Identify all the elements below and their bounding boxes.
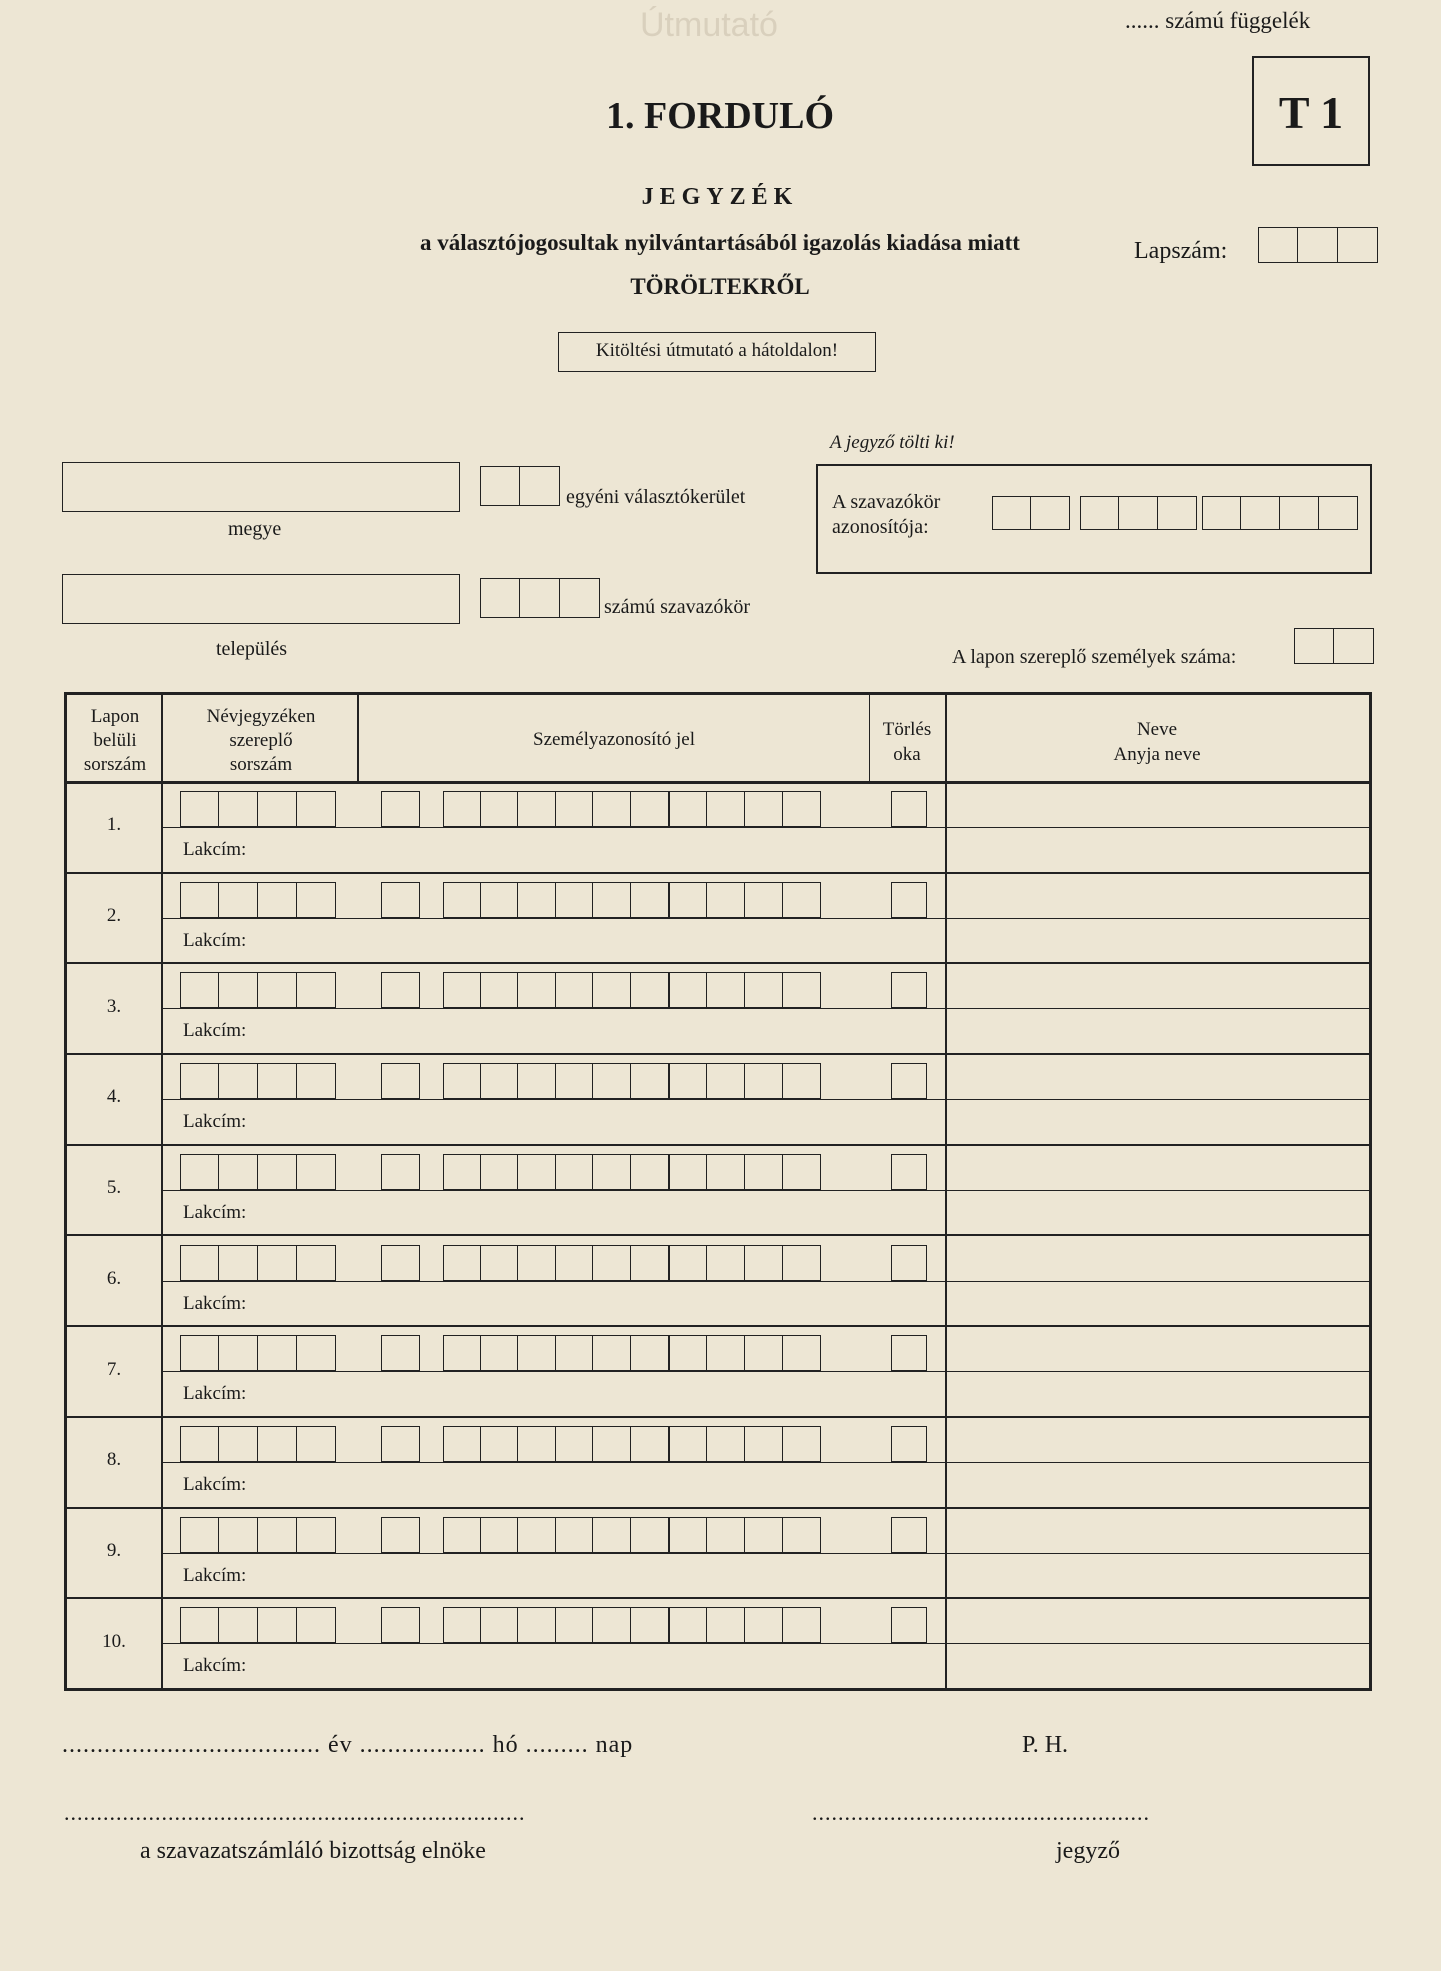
id-birthdate-boxes[interactable] xyxy=(443,882,669,918)
id-serial-boxes[interactable] xyxy=(669,1063,821,1099)
id-birthdate-boxes[interactable] xyxy=(443,1426,669,1462)
id-sex-box[interactable] xyxy=(381,1426,420,1462)
id-serial-boxes[interactable] xyxy=(669,1335,821,1371)
id-birthdate-boxes[interactable] xyxy=(443,1154,669,1190)
deleted-voters-table xyxy=(64,692,1372,1691)
table-row xyxy=(67,1053,1369,1144)
id-serial-boxes[interactable] xyxy=(669,882,821,918)
header-sheet-number-line1: Lapon xyxy=(90,706,140,727)
polling-station-id-label-line1: A szavazókör xyxy=(832,491,941,513)
persons-count-field[interactable] xyxy=(1294,628,1374,664)
id-sex-box[interactable] xyxy=(381,972,420,1008)
register-number-boxes[interactable] xyxy=(180,1245,336,1281)
deletion-reason-box[interactable] xyxy=(891,972,927,1008)
appendix-label: ...... számú függelék xyxy=(1125,8,1311,33)
polling-station-id-group-1[interactable] xyxy=(992,496,1070,530)
polling-station-id-group-3[interactable] xyxy=(1202,496,1358,530)
id-sex-box[interactable] xyxy=(381,1245,420,1281)
header-name-line2: Anyja neve xyxy=(1113,744,1201,765)
chairman-signature-line: ....................................................................... xyxy=(64,1800,526,1825)
header-deletion-reason xyxy=(869,717,945,767)
header-deletion-reason-line1: Törlés xyxy=(882,719,932,740)
chairman-label: a szavazatszámláló bizottság elnöke xyxy=(140,1838,486,1864)
address-label: Lakcím: xyxy=(183,1655,247,1677)
id-sex-box[interactable] xyxy=(381,1154,420,1190)
header-sheet-number-line2: belüli xyxy=(93,730,137,751)
address-label: Lakcím: xyxy=(183,929,247,951)
address-label: Lakcím: xyxy=(183,1473,247,1495)
id-birthdate-boxes[interactable] xyxy=(443,1607,669,1643)
address-label: Lakcím: xyxy=(183,1292,247,1314)
table-row xyxy=(67,872,1369,963)
register-number-boxes[interactable] xyxy=(180,791,336,827)
id-sex-box[interactable] xyxy=(381,1335,420,1371)
row-number: 10. xyxy=(102,1630,126,1652)
notary-box xyxy=(816,464,1372,574)
document-title: JEGYZÉK xyxy=(641,184,799,210)
district-number-field[interactable] xyxy=(480,466,560,506)
register-number-boxes[interactable] xyxy=(180,1517,336,1553)
id-serial-boxes[interactable] xyxy=(669,1154,821,1190)
deletion-reason-box[interactable] xyxy=(891,1517,927,1553)
address-separator xyxy=(161,918,1369,919)
address-separator xyxy=(161,1008,1369,1009)
id-serial-boxes[interactable] xyxy=(669,791,821,827)
document-subtitle-deleted: TÖRÖLTEKRŐL xyxy=(630,274,810,299)
row-number: 7. xyxy=(106,1358,122,1380)
deletion-reason-box[interactable] xyxy=(891,1063,927,1099)
table-row xyxy=(67,1597,1369,1688)
register-number-boxes[interactable] xyxy=(180,1335,336,1371)
address-label: Lakcím: xyxy=(183,1564,247,1586)
header-register-number-line2: szereplő xyxy=(229,730,293,751)
header-sheet-number xyxy=(67,705,163,777)
deletion-reason-box[interactable] xyxy=(891,1607,927,1643)
deletion-reason-box[interactable] xyxy=(891,1335,927,1371)
id-birthdate-boxes[interactable] xyxy=(443,791,669,827)
notary-label: jegyző xyxy=(1056,1838,1120,1864)
address-label: Lakcím: xyxy=(183,1020,247,1042)
address-separator xyxy=(161,1462,1369,1463)
deletion-reason-box[interactable] xyxy=(891,1245,927,1281)
district-label: egyéni választókerület xyxy=(566,486,746,508)
instructions-box xyxy=(558,332,876,372)
county-field[interactable] xyxy=(62,462,460,512)
seal-label: P. H. xyxy=(1022,1732,1069,1758)
address-separator xyxy=(161,1643,1369,1644)
header-register-number xyxy=(163,705,359,777)
settlement-label: település xyxy=(216,638,288,660)
table-row xyxy=(67,1416,1369,1507)
table-row xyxy=(67,962,1369,1053)
page-number-field[interactable] xyxy=(1258,227,1378,263)
row-number: 8. xyxy=(106,1449,122,1471)
document-subtitle: a választójogosultak nyilvántartásából igazolás kiadása miatt xyxy=(420,230,1020,255)
settlement-field[interactable] xyxy=(62,574,460,624)
header-name-line1: Neve xyxy=(1136,719,1178,740)
register-number-boxes[interactable] xyxy=(180,1607,336,1643)
address-separator xyxy=(161,1371,1369,1372)
id-birthdate-boxes[interactable] xyxy=(443,972,669,1008)
register-number-boxes[interactable] xyxy=(180,1063,336,1099)
header-register-number-line3: sorszám xyxy=(229,754,293,775)
header-register-number-line1: Névjegyzéken xyxy=(206,706,316,727)
row-number: 3. xyxy=(106,995,122,1017)
date-line: ..................................... év .................. hó ......... nap xyxy=(62,1732,634,1758)
table-row xyxy=(67,781,1369,872)
header-personal-id: Személyazonosító jel xyxy=(533,729,695,750)
notary-signature-line: .................................................... xyxy=(812,1800,1150,1825)
county-label: megye xyxy=(228,518,282,540)
row-number: 1. xyxy=(106,814,122,836)
polling-station-id-label-line2: azonosítója: xyxy=(832,516,929,538)
address-separator xyxy=(161,1281,1369,1282)
id-sex-box[interactable] xyxy=(381,1517,420,1553)
id-sex-box[interactable] xyxy=(381,882,420,918)
round-title: 1. FORDULÓ xyxy=(606,95,834,137)
id-sex-box[interactable] xyxy=(381,1607,420,1643)
register-number-boxes[interactable] xyxy=(180,972,336,1008)
id-birthdate-boxes[interactable] xyxy=(443,1335,669,1371)
row-number: 6. xyxy=(106,1267,122,1289)
address-separator xyxy=(161,1099,1369,1100)
id-serial-boxes[interactable] xyxy=(669,1517,821,1553)
header-name xyxy=(945,717,1369,767)
id-serial-boxes[interactable] xyxy=(669,972,821,1008)
deletion-reason-box[interactable] xyxy=(891,791,927,827)
address-label: Lakcím: xyxy=(183,1111,247,1133)
table-row xyxy=(67,1325,1369,1416)
address-separator xyxy=(161,1553,1369,1554)
polling-station-id-label xyxy=(832,490,940,540)
row-number: 5. xyxy=(106,1177,122,1199)
persons-count-label: A lapon szereplő személyek száma: xyxy=(952,646,1237,668)
form-code: T 1 xyxy=(1278,87,1344,138)
id-birthdate-boxes[interactable] xyxy=(443,1245,669,1281)
header-divider-2 xyxy=(357,695,359,781)
notary-note: A jegyző tölti ki! xyxy=(830,432,955,453)
id-sex-box[interactable] xyxy=(381,1063,420,1099)
register-number-boxes[interactable] xyxy=(180,1426,336,1462)
row-number: 2. xyxy=(106,905,122,927)
deletion-reason-box[interactable] xyxy=(891,1154,927,1190)
id-serial-boxes[interactable] xyxy=(669,1426,821,1462)
register-number-boxes[interactable] xyxy=(180,1154,336,1190)
form-code-box xyxy=(1252,56,1370,166)
id-sex-box[interactable] xyxy=(381,791,420,827)
row-number: 9. xyxy=(106,1539,122,1561)
id-birthdate-boxes[interactable] xyxy=(443,1063,669,1099)
id-birthdate-boxes[interactable] xyxy=(443,1517,669,1553)
row-number: 4. xyxy=(106,1086,122,1108)
station-number-field[interactable] xyxy=(480,578,600,618)
header-divider-1 xyxy=(161,695,163,781)
address-separator xyxy=(161,1190,1369,1191)
id-serial-boxes[interactable] xyxy=(669,1607,821,1643)
table-row xyxy=(67,1144,1369,1235)
station-number-label: számú szavazókör xyxy=(604,596,751,618)
id-serial-boxes[interactable] xyxy=(669,1245,821,1281)
register-number-boxes[interactable] xyxy=(180,882,336,918)
header-sheet-number-line3: sorszám xyxy=(83,754,147,775)
bleed-through-title: Útmutató xyxy=(640,6,778,44)
address-label: Lakcím: xyxy=(183,1383,247,1405)
address-label: Lakcím: xyxy=(183,1201,247,1223)
table-row xyxy=(67,1507,1369,1598)
header-divider-3 xyxy=(869,695,870,781)
deletion-reason-box[interactable] xyxy=(891,882,927,918)
page-number-label: Lapszám: xyxy=(1134,238,1228,264)
table-row xyxy=(67,1235,1369,1326)
address-label: Lakcím: xyxy=(183,839,247,860)
header-deletion-reason-line2: oka xyxy=(893,744,921,765)
deletion-reason-box[interactable] xyxy=(891,1426,927,1462)
polling-station-id-group-2[interactable] xyxy=(1080,496,1197,530)
instructions-text: Kitöltési útmutató a hátoldalon! xyxy=(595,340,839,361)
header-divider-4 xyxy=(945,695,947,781)
address-separator xyxy=(161,827,1369,828)
